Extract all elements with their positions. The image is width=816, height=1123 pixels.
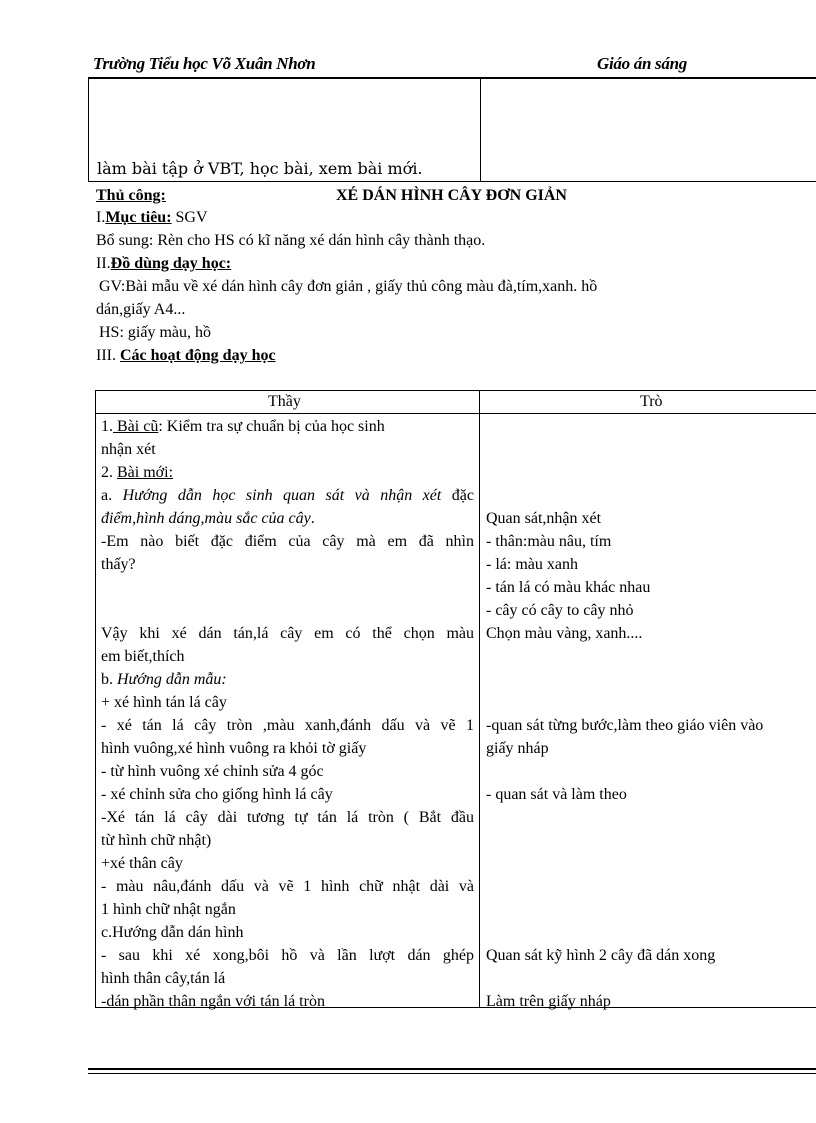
teacher-line: hình thân cây,tán lá bbox=[101, 970, 226, 987]
gv-line-2: dán,giấy A4... bbox=[96, 301, 186, 318]
teacher-line: -Xé tán lá cây dài tương tự tán lá tròn ( Bắt đầu bbox=[101, 809, 474, 826]
student-line: - lá: màu xanh bbox=[486, 556, 578, 573]
activities-label: Các hoạt động dạy học bbox=[119, 347, 276, 364]
materials-line: II.Đồ dùng dạy học: bbox=[96, 255, 232, 272]
teacher-line: Vậy khi xé dán tán,lá cây em có thể chọn màu bbox=[101, 625, 474, 642]
student-line: -quan sát từng bước,làm theo giáo viên vào bbox=[486, 717, 764, 734]
teacher-line: b. Hướng dẫn mẫu: bbox=[101, 671, 227, 688]
teacher-line: +xé thân cây bbox=[101, 855, 183, 872]
teacher-line: - màu nâu,đánh dấu và vẽ 1 hình chữ nhật dài và bbox=[101, 878, 474, 895]
activities-table bbox=[95, 390, 816, 1008]
student-line: Làm trên giấy nháp bbox=[486, 993, 611, 1010]
teacher-line: nhận xét bbox=[101, 441, 156, 458]
student-line: Quan sát kỹ hình 2 cây đã dán xong bbox=[486, 947, 716, 964]
teacher-line: c.Hướng dẫn dán hình bbox=[101, 924, 244, 941]
teacher-line: -dán phần thân ngắn với tán lá tròn bbox=[101, 993, 325, 1010]
teacher-line: em biết,thích bbox=[101, 648, 185, 665]
col-student-header: Trò bbox=[640, 393, 663, 410]
lesson-title: XÉ DÁN HÌNH CÂY ĐƠN GIẢN bbox=[336, 187, 567, 204]
hs-line: HS: giấy màu, hồ bbox=[99, 324, 211, 341]
carryover-table bbox=[88, 78, 816, 182]
teacher-line: điểm,hình dáng,màu sắc của cây. bbox=[101, 510, 315, 527]
student-column bbox=[486, 415, 816, 1013]
carryover-text: làm bài tập ở VBT, học bài, xem bài mới. bbox=[97, 159, 423, 178]
teacher-line: - từ hình vuông xé chỉnh sửa 4 góc bbox=[101, 763, 324, 780]
teacher-line: - xé chỉnh sửa cho giống hình lá cây bbox=[101, 786, 333, 803]
col-teacher-header: Thầy bbox=[268, 393, 301, 410]
header-subject: Giáo án sáng bbox=[597, 54, 687, 73]
materials-label: Đồ dùng dạy học: bbox=[110, 255, 232, 272]
teacher-line: + xé hình tán lá cây bbox=[101, 694, 227, 711]
teacher-column bbox=[101, 415, 474, 1013]
student-line: - thân:màu nâu, tím bbox=[486, 533, 612, 550]
teacher-line: 1 hình chữ nhật ngắn bbox=[101, 901, 236, 918]
supplement-line: Bổ sung: Rèn cho HS có kĩ năng xé dán hình cây thành thạo. bbox=[96, 232, 486, 249]
footer-rule-thin bbox=[88, 1073, 816, 1074]
teacher-line: a. Hướng dẫn học sinh quan sát và nhận xét đặc bbox=[101, 487, 475, 504]
subject-label: Thủ công: bbox=[96, 187, 166, 204]
teacher-line: - sau khi xé xong,bôi hồ và lần lượt dán ghép bbox=[101, 947, 474, 964]
activities-line: III. Các hoạt động dạy học bbox=[96, 347, 276, 364]
gv-line-1: GV:Bài mẫu về xé dán hình cây đơn giản , giấy thủ công màu đà,tím,xanh. hồ bbox=[99, 278, 598, 295]
header-school: Trường Tiểu học Võ Xuân Nhơn bbox=[93, 54, 316, 73]
teacher-line: từ hình chữ nhật) bbox=[101, 832, 212, 849]
objective-label: Mục tiêu: bbox=[105, 209, 172, 226]
teacher-line: 1. Bài cũ: Kiểm tra sự chuẩn bị của học sinh bbox=[101, 418, 385, 435]
teacher-line: 2. Bài mới: bbox=[101, 464, 174, 481]
objective-line: I.Mục tiêu: SGV bbox=[96, 209, 208, 226]
student-line: - cây có cây to cây nhỏ bbox=[486, 602, 634, 619]
teacher-line: thấy? bbox=[101, 556, 136, 573]
teacher-line: -Em nào biết đặc điểm của cây mà em đã nhìn bbox=[101, 533, 474, 550]
student-line: Chọn màu vàng, xanh.... bbox=[486, 625, 643, 642]
student-line: - tán lá có màu khác nhau bbox=[486, 579, 651, 596]
teacher-line: - xé tán lá cây tròn ,màu xanh,đánh dấu và vẽ 1 bbox=[101, 717, 474, 734]
footer-rule bbox=[88, 1068, 816, 1070]
student-line: Quan sát,nhận xét bbox=[486, 510, 602, 527]
student-line: giấy nháp bbox=[486, 740, 549, 757]
teacher-line: hình vuông,xé hình vuông ra khỏi tờ giấy bbox=[101, 740, 367, 757]
student-line: - quan sát và làm theo bbox=[486, 786, 627, 803]
